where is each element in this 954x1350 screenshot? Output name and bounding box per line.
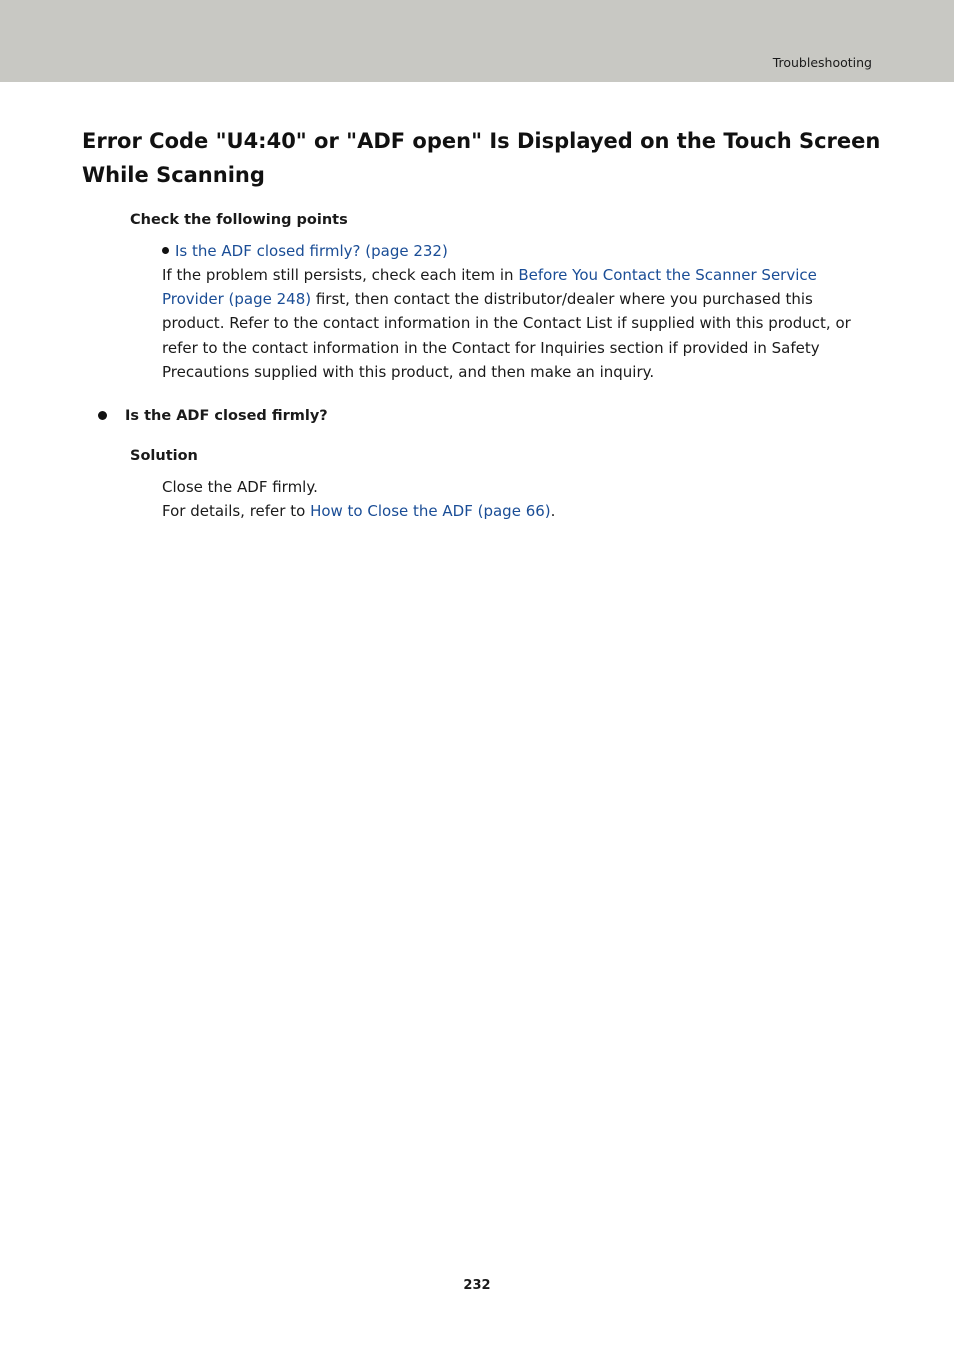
bullet-dot-icon (98, 411, 107, 420)
item-title: Is the ADF closed firmly? (125, 408, 328, 424)
solution-heading: Solution (130, 448, 198, 464)
persist-text-before: If the problem still persists, check each item in (162, 266, 519, 284)
item-heading (98, 406, 328, 426)
persist-text-after: first, then contact the distributor/dealer where you purchased this product. Refer to the contact information in the Contact List if supplied with this product, or refer to the contact information in the Contact for Inquiries section if provided in Safety Precautions supplied with this product, and then make an inquiry. (162, 290, 851, 381)
check-point-item (162, 239, 862, 263)
bullet-dot-icon (162, 247, 169, 254)
persist-paragraph (162, 263, 862, 384)
details-paragraph (162, 499, 862, 523)
solution-text: Close the ADF firmly. (162, 478, 318, 496)
check-points-heading: Check the following points (130, 212, 348, 228)
before-you-contact-link[interactable]: Before You Contact the Scanner Service Provider (page 248) (162, 266, 817, 309)
page-number: 232 (463, 1278, 491, 1293)
details-text-after: . (550, 502, 556, 520)
section-label: Troubleshooting (772, 55, 872, 70)
how-to-close-adf-link[interactable]: How to Close the ADF (page 66) (310, 502, 551, 520)
details-text-before: For details, refer to (162, 502, 311, 520)
check-point-link-adf-closed[interactable]: Is the ADF closed firmly? (page 232) (175, 242, 448, 260)
page-title: Error Code "U4:40" or "ADF open" Is Displayed on the Touch Screen While Scanning (82, 129, 881, 187)
page-header (0, 0, 954, 82)
